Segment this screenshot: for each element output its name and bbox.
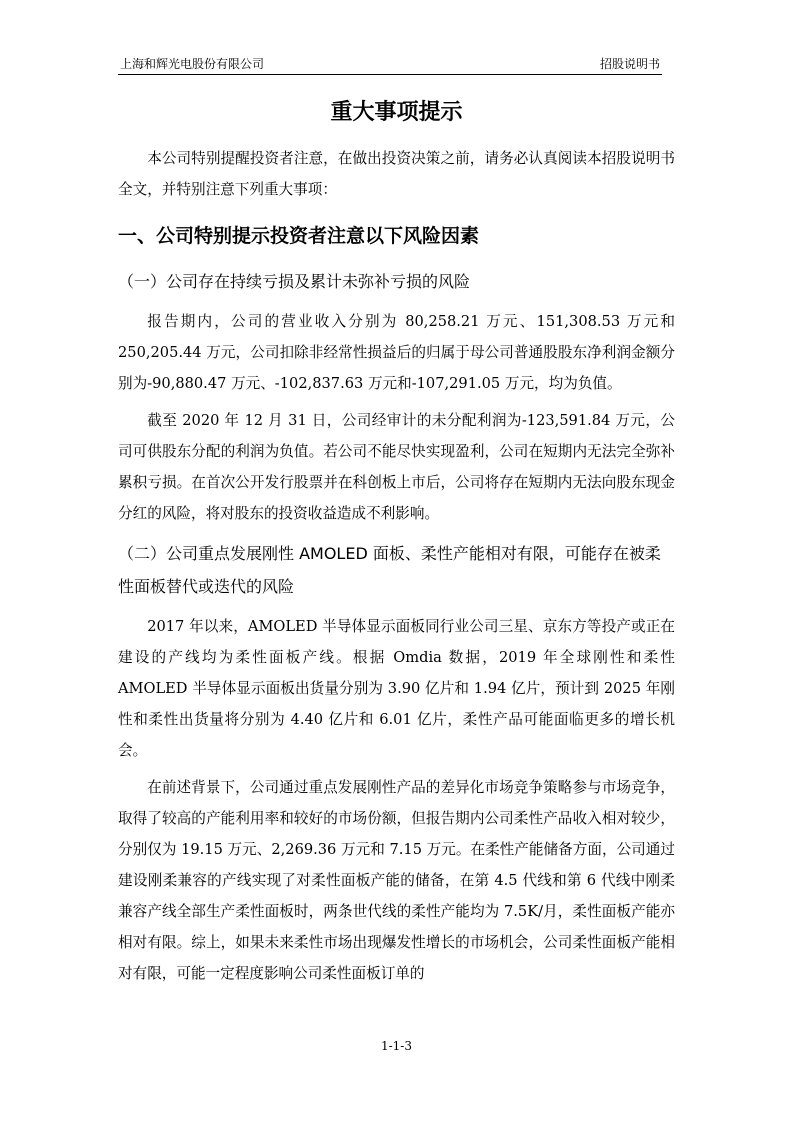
subsection-1-paragraph-1: 报告期内，公司的营业收入分别为 80,258.21 万元、151,308.53 万元和 250,205.44 万元，公司扣除非经常性损益后的归属于母公司普通股股东净利润金额分别为-90,880.47 万元、-102,837.63 万元和-107,291.05 万元，均为负值。 [118, 313, 675, 392]
subsection-1-paragraph-2: 截至 2020 年 12 月 31 日，公司经审计的未分配利润为-123,591.84 万元，公司可供股东分配的利润为负值。若公司不能尽快实现盈利，公司在短期内无法完全弥补累积亏损。在首次公开发行股票并在科创板上市后，公司将存在短期内无法向股东现金分红的风险，将对股东的投资收益造成不利影响。 [118, 412, 675, 522]
document-body [118, 143, 675, 989]
header-document-type: 招股说明书 [599, 57, 660, 71]
subsection-1-heading: （一）公司存在持续亏损及累计未弥补亏损的风险 [118, 272, 471, 291]
subsection-2-paragraph-1: 2017 年以来，AMOLED 半导体显示面板同行业公司三星、京东方等投产或正在建设的产线均为柔性面板产线。根据 Omdia 数据，2019 年全球刚性和柔性 AMOLED 半导体显示面板出货量分别为 3.90 亿片和 1.94 亿片，预计到 2025 年刚性和柔性出货量将分别为 4.40 亿片和 6.01 亿片，柔性产品可能面临更多的增长机会。 [118, 618, 675, 759]
page-title: 重大事项提示 [330, 100, 463, 125]
page-header [118, 54, 662, 75]
subsection-2-paragraph-2: 在前述背景下，公司通过重点发展刚性产品的差异化市场竞争策略参与市场竞争，取得了较高的产能利用率和较好的市场份额，但报告期内公司柔性产品收入相对较少，分别仅为 19.15 万元、2,269.36 万元和 7.15 万元。在柔性产能储备方面，公司通过建设刚柔兼容的产线实现了对柔性面板产能的储备，在第 4.5 代线和第 6 代线中刚柔兼容产线全部生产柔性面板时，两条世代线的柔性产能均为 7.5K/月，柔性面板产能亦相对有限。综上，如果未来柔性市场出现爆发性增长的市场机会，公司柔性面板产能相对有限，可能一定程度影响公司柔性面板订单的 [118, 779, 675, 982]
header-company-name: 上海和辉光电股份有限公司 [120, 57, 265, 71]
page-number: 1-1-3 [380, 1039, 412, 1053]
intro-paragraph: 本公司特别提醒投资者注意，在做出投资决策之前，请务必认真阅读本招股说明书全文，并特别注意下列重大事项： [118, 150, 675, 198]
section-1-heading: 一、公司特别提示投资者注意以下风险因素 [118, 225, 480, 247]
subsection-2-heading: （二）公司重点发展刚性 AMOLED 面板、柔性产能相对有限，可能存在被柔性面板替代或迭代的风险 [118, 544, 661, 596]
